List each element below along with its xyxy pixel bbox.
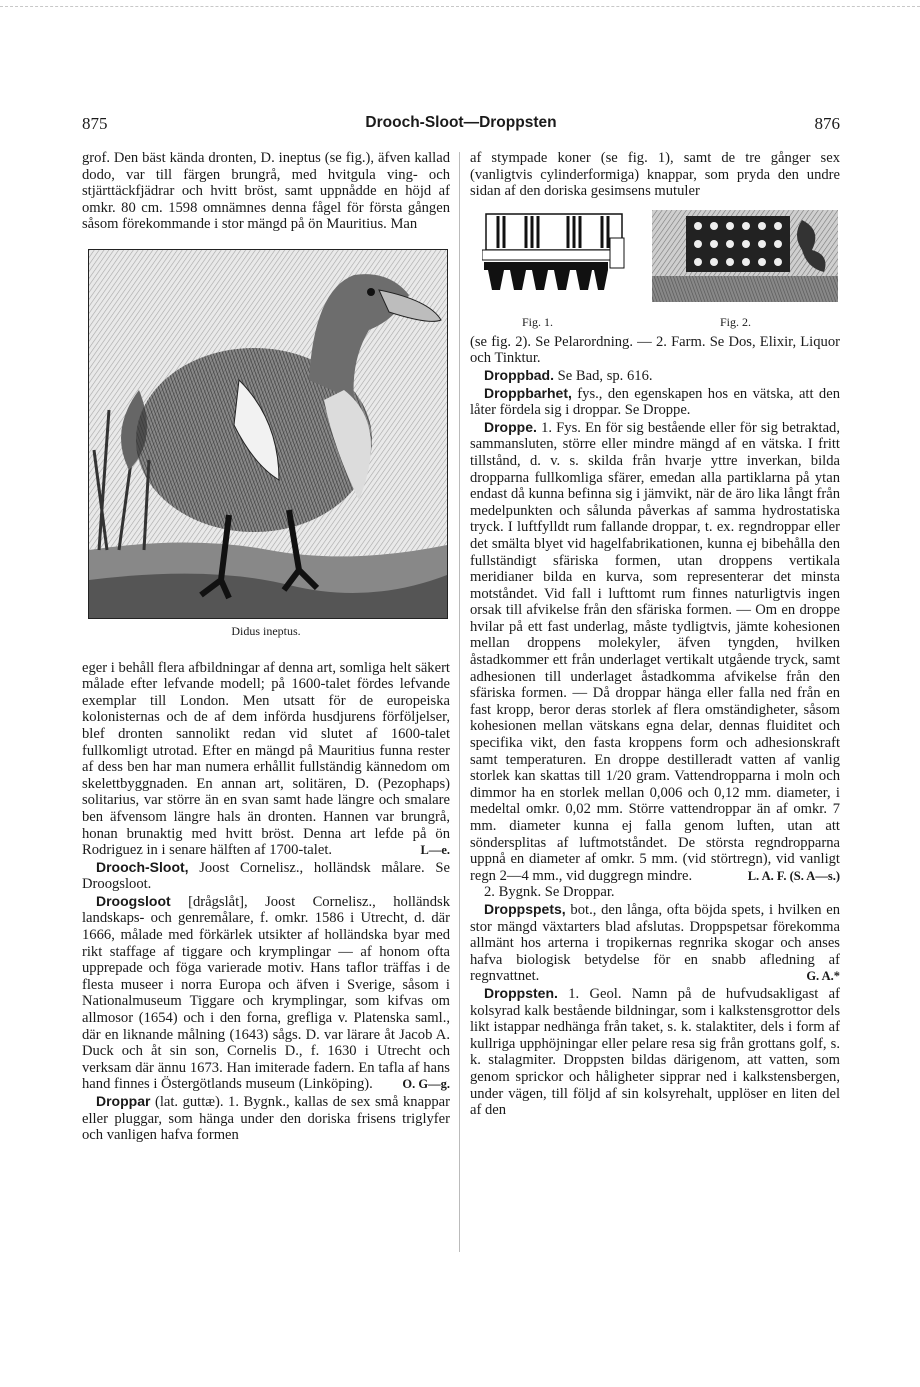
entry-droppbad (470, 367, 840, 385)
droppar-see-also: (se fig. 2). Se Pelarordning. — 2. Farm. Se Dos, Elixir, Liquor och Tinktur. (470, 333, 840, 367)
entry-droppsten (470, 985, 840, 1119)
page-number-right: 876 (814, 114, 840, 133)
headword-droppbarhet: Droppbarhet, (484, 384, 572, 401)
entry-drooch-sloot-text: Joost Cornelisz., holländsk målare. Se Droogsloot. (82, 859, 450, 893)
dodo-signature: L—e. (420, 843, 450, 858)
headword-droogsloot: Droogsloot (96, 892, 171, 909)
entry-droppe-2: 2. Bygnk. Se Droppar. (484, 884, 615, 901)
entry-droppspets (470, 901, 840, 985)
droppe-signature: L. A. F. (S. A—s.) (747, 868, 840, 883)
headword-droppspets: Droppspets, (484, 900, 566, 917)
entry-droogsloot-text: [drågslåt], Joost Cornelisz., holländsk landskaps- och genremålare, f. omkr. 1586 i Utrecht, d. där 1666, målade med förkärlek utsikter af holländska byar med rikt staffage af tiggare och krymplingar — af honom ofta upprepade och föga varierade motiv. Hans taflor träffas i de flesta museer i norra Europa och äfven i Sverige, såsom i Nationalmuseum Tiggare och krymplingar, som kifvas om allmosor (1654) och i den forna, grefliga v. Platenska saml., där en liknande målning (1643) sågs. D. var lärare åt Jacob A. Duck och åt sin son, Cornelis D., f. 1630 i Utrecht och verksam där ännu 1673. Han imiterade fadern. En tafla af hans hand finnes i Östergötlands museum (Linköping). (82, 893, 450, 1093)
right-column (470, 150, 840, 1119)
left-column (82, 150, 450, 1144)
figure-captions (470, 312, 840, 334)
entry-droppar (82, 1093, 450, 1144)
fig2-mutule-drawing (652, 210, 838, 302)
headword-droppar: Droppar (96, 1093, 151, 1109)
entry-droppbarhet (470, 385, 840, 419)
headword-droppe: Droppe. (484, 418, 537, 435)
dodo-caption: Didus ineptus. (231, 623, 301, 638)
fig1-triglyph-drawing (482, 210, 626, 300)
column-divider (459, 152, 460, 1252)
droppspets-signature: G. A.* (806, 969, 840, 984)
fig2-caption: Fig. 2. (720, 314, 752, 329)
running-title: Drooch-Sloot—Droppsten (365, 114, 557, 131)
droogsloot-signature: O. G—g. (402, 1077, 450, 1092)
droppar-cont: af stympade koner (se fig. 1), samt de tre gånger sex (vanligtvis cylinderformiga) knappar, som pryda den undre sidan af den doriska gesimsens mutuler (470, 150, 840, 200)
fig1-caption: Fig. 1. (522, 314, 554, 329)
entry-droppe-text: 1. Fys. En för sig bestående eller för sig betraktad, sammansluten, större eller mindre mängd af en vätska. I fritt tillstånd, d. v. s. skilda från hvarje yttre inverkan, bilda dropparna fullkomliga sfärer, emedan alla partiklarna på ytan endast då kunna befinna sig i jämvikt, när de äro lika långt från medelpunkten och sålunda påverkas af samma hydrostatiska tryck. I luftfylldt rum fallande droppar, t. ex. regndroppar eller det smälta blyet vid hagelfabrikationen, kunna ej bibehålla den fullständigt sfäriska formen, utan droppens vertikala meridianer bilda en kurva, som representerar det minsta motståndet. Vid fall i lufttomt rum finnes naturligtvis ingen orsak till afvikelse från den sfäriska formen. — Om en droppe hvilar på ett fast underlag, måste tydligtvis, jämte kohesionen mellan droppens molekyler, äfven tyngden, hvilken åstadkommer ett från underlaget vertikalt utgående tryck, samt adhesionen till underlaget åstadkomma afvikelse från den sfäriska formen. — Då droppar hänga eller falla ned från en fast kropp, beror deras storlek af flera omständigheter, såsom kohesionen mellan vätskans egna delar, dennas fluiditet och specifika vikt, den fasta kroppens form och adhesionskraft samt temperaturen. En droppe destilleradt vatten af vanlig storlek kan skattas till 1/20 gram. Vattendropparna i moln och dimmor ha en storlek mellan 0,006 och 0,12 mm. diameter, i medeltal omkr. 0,02 mm. Större vattendroppar än af omkr. 7 mm. diameter kunna ej falla genom luften, utan att söndersplitas af luftmotståndet. De största regndropparna uppnå en diameter af omkr. 5 mm. (vid störtregn), vid vanligt regn 2—4 mm., vid duggregn mindre. (470, 419, 840, 884)
dodo-paragraph-cont-text: eger i behåll flera afbildningar af denna art, somliga helt säkert målade efter lefvande modell; på 1600-talet fördes lefvande exemplar till London. Men utsatt för de europeiska kolonisternas och de af dem införda husdjurens förföljelser, blef dronten sannolikt redan vid slutet af 1600-talet fullkomligt utrotad. Efter en mängd på Mauritius funna rester af dess ben har man numera erhållit fullständig kännedom om skelettbyggnaden. En annan art, solitären, D. (Pezophaps) solitarius, var större än en svan samt hade längre och smalare ben äfvensom längre hals än dronten. Hannen var brungrå, honan brunaktig med hvitt bröst. Denna art lefde på ön Rodriguez in i senare hälften af 1700-talet. (82, 659, 450, 859)
page-number-left: 875 (82, 114, 108, 133)
entry-droogsloot (82, 893, 450, 1093)
headword-droppbad: Droppbad. (484, 366, 554, 383)
dodo-illustration (88, 249, 448, 619)
entry-droppbarhet-text: fys., den egenskapen hos en vätska, att den låter fördela sig i droppar. Se Droppe. (470, 385, 840, 419)
figures-row (470, 210, 840, 308)
dodo-paragraph: grof. Den bäst kända dronten, D. ineptus (se fig.), äfven kallad dodo, var till färgen brungrå, med hvitgula ving- och stjärttäckfjädrar och hvitt bröst, samt uppnådde en höjd af omkr. 80 cm. 1598 omnämnes denna fågel för första gången såsom förekommande i stor mängd på ön Mauritius. Man (82, 150, 450, 233)
headword-droppsten: Droppsten. (484, 984, 558, 1001)
entry-droppar-text: (lat. guttæ). 1. Bygnk., kallas de sex små knappar eller pluggar, som hänga under den doriska frisens triglyfer och vanligen hafva formen (82, 1094, 450, 1144)
entry-drooch-sloot (82, 859, 450, 893)
dodo-paragraph-cont (82, 660, 450, 859)
entry-droppe (470, 419, 840, 885)
scan-edge (0, 6, 920, 7)
page-header (82, 114, 840, 136)
entry-droppspets-text: bot., den långa, ofta böjda spets, i hvilken en stor mängd växtarters blad afslutas. Droppspetsar förekomma allmänt hos arterna i tropikernas regnrika skogar och anses hafva biologisk betydelse för en snabb afledning af regnvattnet. (470, 901, 840, 985)
entry-droppbad-text: Se Bad, sp. 616. (557, 367, 653, 384)
headword-drooch-sloot: Drooch-Sloot, (96, 858, 189, 875)
entry-droppsten-text: 1. Geol. Namn på de hufvudsakligast af kolsyrad kalk bestående bildningar, som i kalkstensgrottor dels likt istappar nedhänga från taket, s. k. stalaktiter, dels i form af kullriga upphöjningar eller pelare resa sig från grottans golf, s. k. stalagmiter. Droppsten bildas därigenom, att vatten, som genom sprickor och håligheter sipprar ned i kalkstensbergen, under vägen, till följd af sin kolsyrehalt, upplöser en liten del af den (470, 985, 840, 1119)
